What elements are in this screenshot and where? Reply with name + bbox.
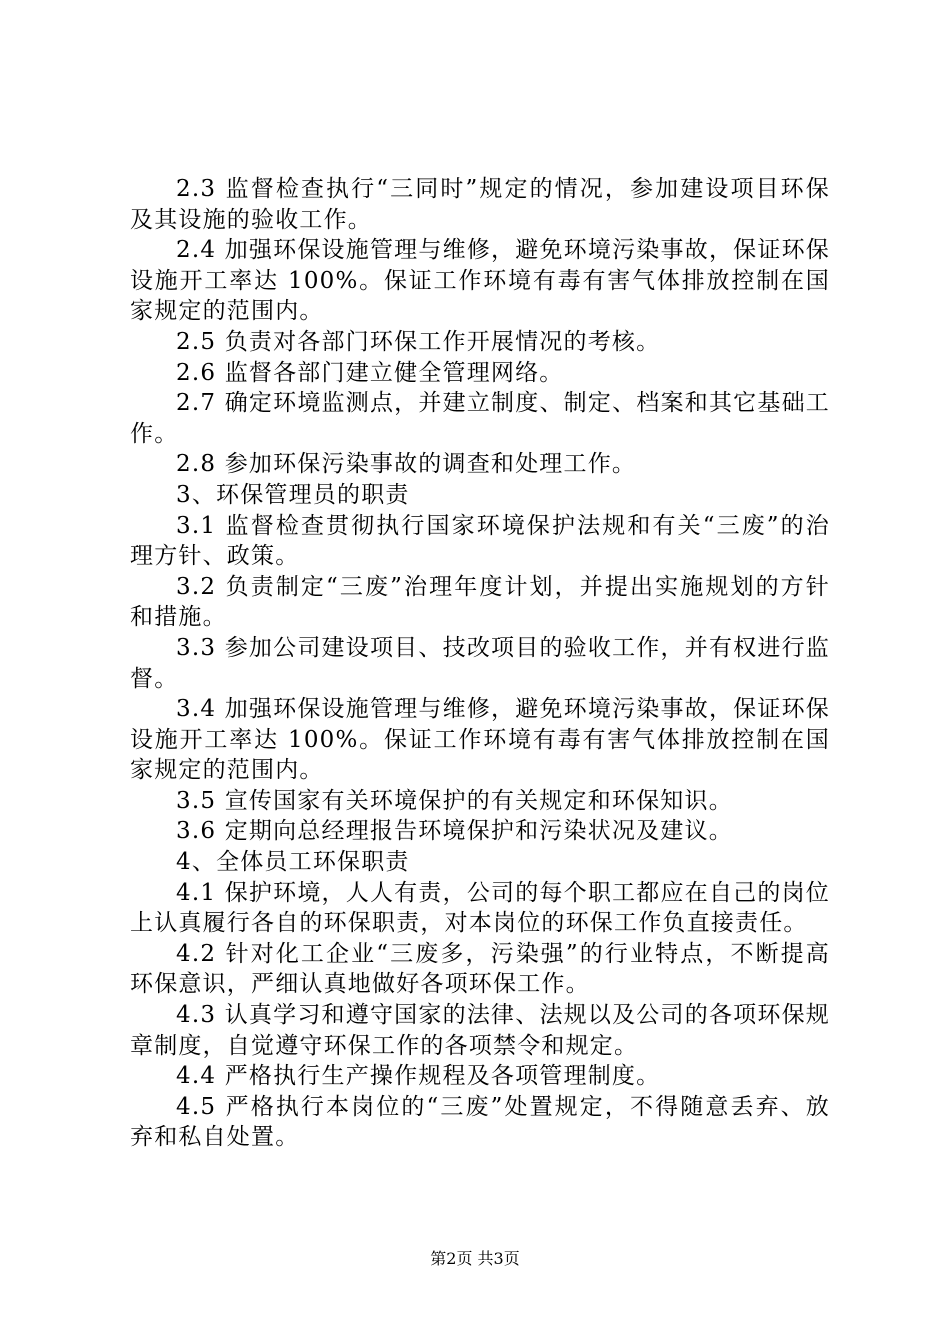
paragraph-2-7: 2.7 确定环境监测点，并建立制度、制定、档案和其它基础工作。 (130, 390, 830, 447)
paragraph-3-6: 3.6 定期向总经理报告环境保护和污染状况及建议。 (176, 818, 733, 845)
paragraph-4-4: 4.4 严格执行生产操作规程及各项管理制度。 (176, 1063, 661, 1090)
paragraph-4-1: 4.1 保护环境，人人有责，公司的每个职工都应在自己的岗位上认真履行各自的环保职责，对本岗位的环保工作负直接责任。 (130, 879, 830, 937)
paragraph-2-3: 2.3 监督检查执行“三同时”规定的情况，参加建设项目环保及其设施的验收工作。 (130, 176, 830, 233)
paragraph-3-2: 3.2 负责制定“三废”治理年度计划，并提出实施规划的方针和措施。 (130, 573, 830, 631)
paragraph-2-5: 2.5 负责对各部门环保工作开展情况的考核。 (176, 328, 661, 355)
paragraph-3-4: 3.4 加强环保设施管理与维修，避免环境污染事故，保证环保设施开工率达 100%。保证工作环境有毒有害气体排放控制在国家规定的范围内。 (130, 696, 830, 784)
paragraph-2-4: 2.4 加强环保设施管理与维修，避免环境污染事故，保证环保设施开工率达 100%。保证工作环境有毒有害气体排放控制在国家规定的范围内。 (130, 237, 830, 325)
paragraph-3-3: 3.3 参加公司建设项目、技改项目的验收工作，并有权进行监督。 (130, 634, 830, 692)
paragraph-4-3: 4.3 认真学习和遵守国家的法律、法规以及公司的各项环保规章制度，自觉遵守环保工作的各项禁令和规定。 (130, 1002, 830, 1059)
paragraph-4-5: 4.5 严格执行本岗位的“三废”处置规定，不得随意丢弃、放弃和私自处置。 (130, 1093, 830, 1151)
paragraph-2-8: 2.8 参加环保污染事故的调查和处理工作。 (176, 451, 637, 478)
paragraph-3-1: 3.1 监督检查贯彻执行国家环境保护法规和有关“三废”的治理方针、政策。 (130, 512, 830, 570)
paragraph-3-5: 3.5 宣传国家有关环境保护的有关规定和环保知识。 (176, 787, 733, 814)
paragraph-2-6: 2.6 监督各部门建立健全管理网络。 (176, 359, 564, 386)
page-number-footer: 第2页 共3页 (430, 1249, 520, 1268)
section-heading-4: 4、全体员工环保职责 (176, 849, 410, 876)
paragraph-4-2: 4.2 针对化工企业“三废多，污染强”的行业特点，不断提高环保意识，严细认真地做好各项环保工作。 (130, 940, 830, 998)
document-body (130, 174, 830, 1153)
section-heading-3: 3、环保管理员的职责 (176, 481, 410, 508)
